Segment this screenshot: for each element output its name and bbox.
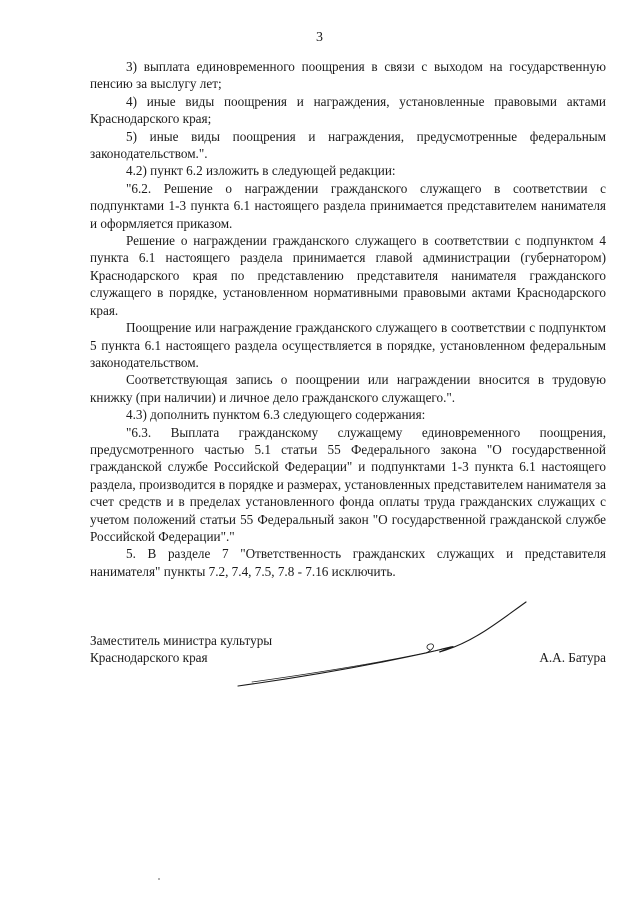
paragraph-item-3: 3) выплата единовременного поощрения в связи с выходом на государственную пенсию за выслугу лет; — [90, 59, 606, 92]
paragraph-item-5: 5) иные виды поощрения и награждения, предусмотренные федеральным законодательством.". — [90, 128, 606, 162]
signer-name: А.А. Батура — [539, 650, 606, 665]
handwritten-signature — [236, 598, 536, 693]
paragraph-federal-award: Поощрение или награждение гражданского служащего в соответствии с подпунктом 5 пункта 6.1 настоящего раздела осуществляется в порядке, установленном федеральным законодательством. — [90, 320, 606, 370]
page-number: 3 — [316, 30, 323, 45]
paragraph-clause-4-2: 4.2) пункт 6.2 изложить в следующей редакции: — [126, 163, 396, 179]
signer-title-line2: Краснодарского края — [90, 650, 208, 666]
document-body — [90, 58, 606, 580]
paragraph-point-6-3: "6.3. Выплата гражданскому служащему единовременного поощрения, предусмотренного частью 5.1 статьи 55 Федерального закона "О государственной гражданской службе Российской Федерации" и подпунктами 1-3 пункта 6.1 настоящего раздела, производится в порядке и размерах, установленных представителем нанимателя за счет средств и в пределах установленного фонда оплаты труда гражданских служащих с учетом положений статьи 55 Федеральный закон "О государственной гражданской службе Российской Федерации"." — [90, 424, 606, 544]
paragraph-item-4: 4) иные виды поощрения и награждения, установленные правовыми актами Краснодарского края; — [90, 93, 606, 127]
paragraph-clause-4-3: 4.3) дополнить пунктом 6.3 следующего содержания: — [126, 407, 426, 423]
paragraph-record-entry: Соответствующая запись о поощрении или награждении вносится в трудовую книжку (при наличии) и личное дело гражданского служащего.". — [90, 372, 606, 405]
scan-speck — [158, 878, 160, 880]
paragraph-section-7: 5. В разделе 7 "Ответственность гражданских служащих и представителя нанимателя" пункты 7.2, 7.4, 7.5, 7.8 - 7.16 исключить. — [90, 546, 606, 579]
paragraph-point-6-2: "6.2. Решение о награждении гражданского служащего в соответствии с подпунктами 1-3 пункта 6.1 настоящего раздела принимается представителем нанимателя и оформляется приказом. — [90, 180, 606, 231]
signer-title-line1: Заместитель министра культуры — [90, 633, 273, 648]
paragraph-decision-governor: Решение о награждении гражданского служащего в соответствии с подпунктом 4 пункта 6.1 настоящего раздела принимается главой администрации (губернатором) Краснодарского края по представлению представителя нанимателя гражданского служащего в порядке, установленном нормативными правовыми актами Краснодарского края. — [90, 233, 606, 318]
